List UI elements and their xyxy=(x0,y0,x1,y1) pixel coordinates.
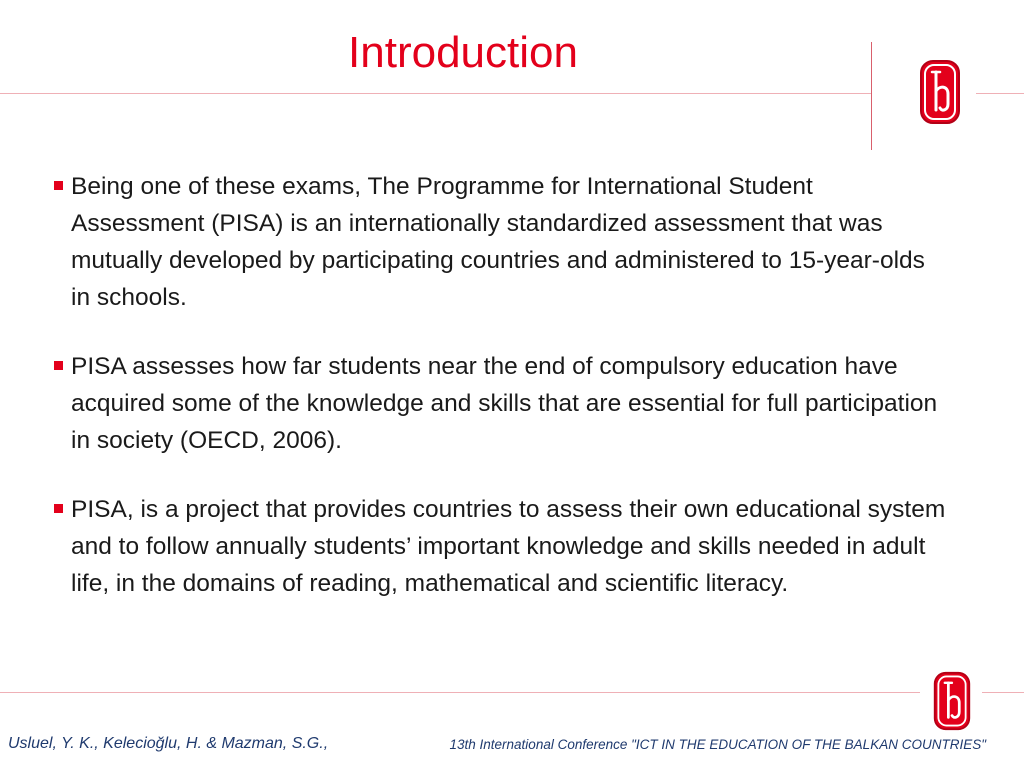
footer-conference: 13th International Conference "ICT IN THE EDUCATION OF THE BALKAN COUNTRIES" xyxy=(449,737,986,752)
bottom-divider-line-right xyxy=(982,692,1024,693)
footer-authors: Usluel, Y. K., Kelecioğlu, H. & Mazman, S.G., xyxy=(8,735,329,752)
bullet-text: PISA, is a project that provides countries to assess their own educational system and to follow annually students’ important knowledge and skills needed in adult life, in the domains of reading, mathematical and scientific literacy. xyxy=(71,496,946,597)
square-bullet-icon xyxy=(54,181,63,190)
bottom-divider-line xyxy=(0,692,920,693)
university-logo-icon xyxy=(932,670,972,732)
bullet-text: Being one of these exams, The Programme for International Student Assessment (PISA) is an internationally standardized assessment that was mutually developed by participating countries and administered to 15-year-olds in schools. xyxy=(71,173,925,311)
university-logo-icon xyxy=(918,58,962,126)
square-bullet-icon xyxy=(54,504,63,513)
slide-title: Introduction xyxy=(348,28,578,77)
bullet-item xyxy=(50,168,950,316)
square-bullet-icon xyxy=(54,361,63,370)
vertical-divider-line xyxy=(871,42,872,150)
bullet-item xyxy=(50,491,950,602)
bullet-list xyxy=(50,168,950,634)
bullet-text: PISA assesses how far students near the end of compulsory education have acquired some of the knowledge and skills that are essential for full participation in society (OECD, 2006). xyxy=(71,353,938,454)
bullet-item xyxy=(50,348,950,459)
